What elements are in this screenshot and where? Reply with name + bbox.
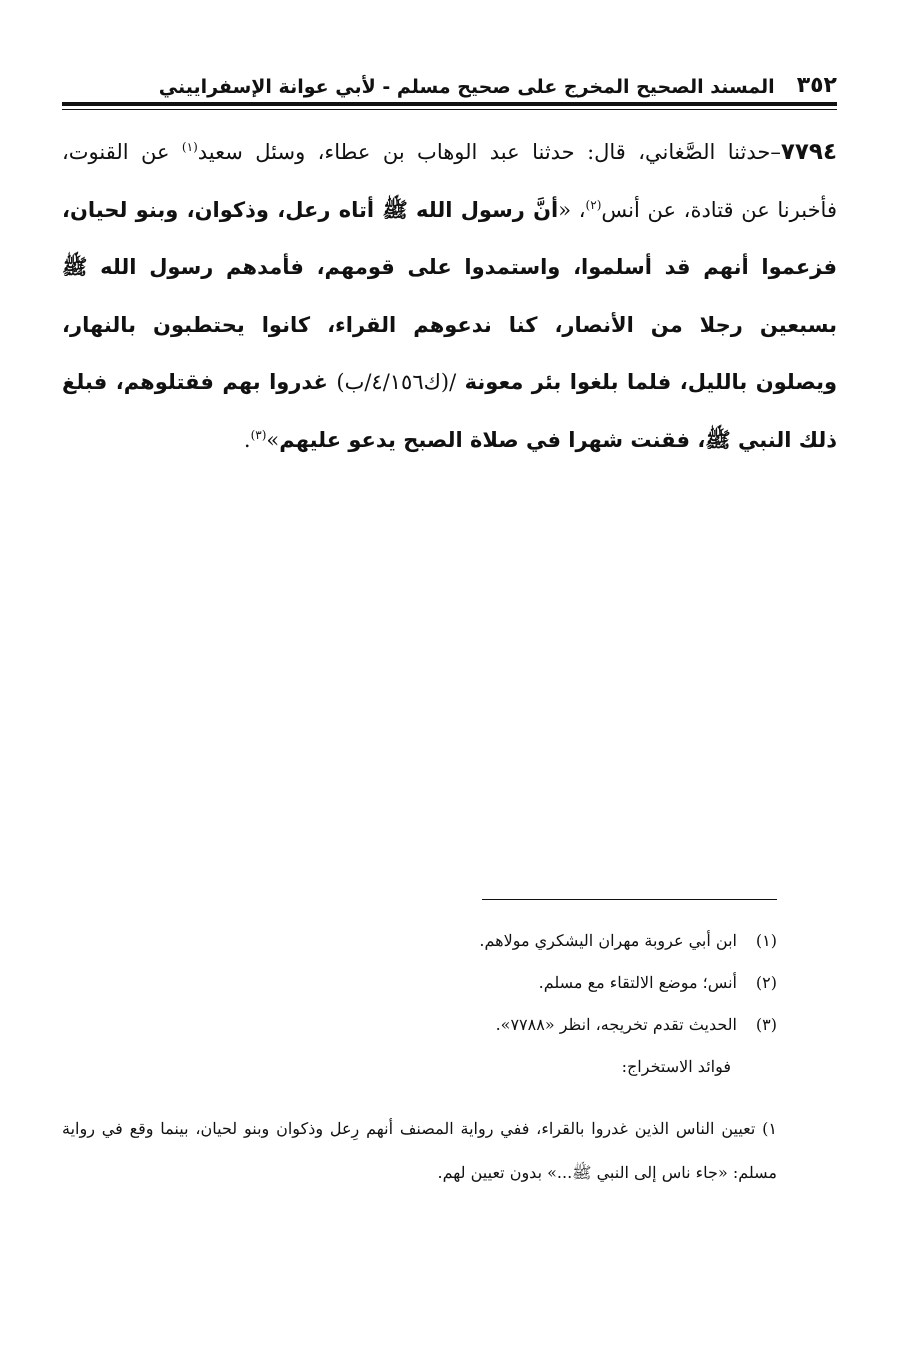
manuscript-reference: /(ك٤/١٥٦/ب) — [336, 370, 457, 394]
running-title: المسند الصحيح المخرج على صحيح مسلم - لأبي عوانة الإسفراييني — [158, 76, 775, 98]
hadith-isnad-1: –حدثنا الصَّغاني، قال: حدثنا عبد الوهاب بن عطاء، وسئل سعيد — [197, 140, 781, 164]
benefits — [62, 1107, 777, 1195]
footnote-2 — [62, 962, 777, 1004]
footnote-ref-3: (٣) — [250, 427, 267, 442]
hadith-number: ٧٧٩٤ — [780, 139, 837, 165]
footnote-mark: (٢) — [755, 973, 777, 992]
hadith-matn-1: أنَّ رسول الله ﷺ أتاه رعل، وذكوان، وبنو لحيان، فزعموا أنهم قد أسلموا، واستمدوا على قومهم، فأمدهم رسول الله ﷺ بسبعين رجلا من الأنصار، كنا ندعوهم القراء، كانوا يحتطبون بالنهار، ويصلون بالليل، فلما بلغوا بئر معونة — [62, 197, 838, 394]
footnote-text: الحديث تقدم تخريجه، انظر «٧٧٨٨». — [495, 1015, 737, 1034]
header-rule-thin — [62, 109, 837, 110]
hadith-end: . — [243, 427, 251, 452]
benefit-item-1: ١) تعيين الناس الذين غدروا بالقراء، ففي رواية المصنف أنهم رِعل وذكوان وبنو لحيان، بينما وقع في رواية مسلم: «جاء ناس إلى النبي ﷺ...» بدون تعيين لهم. — [62, 1119, 777, 1182]
hadith-isnad-2: عن القنوت، فأخبرنا عن قتادة، عن أنس — [62, 140, 837, 222]
footnote-text: أنس؛ موضع الالتقاء مع مسلم. — [538, 973, 737, 992]
footnote-mark: (١) — [755, 931, 777, 950]
footnote-separator — [482, 899, 777, 900]
footnote-text: ابن أبي عروبة مهران اليشكري مولاهم. — [479, 931, 737, 950]
hadith-text — [62, 124, 837, 469]
footnote-3 — [62, 1004, 777, 1046]
footnotes — [62, 920, 777, 1088]
footnote-ref-2: (٢) — [585, 197, 602, 212]
header-rule-thick — [62, 102, 837, 106]
quote-open: ، « — [558, 197, 586, 222]
footnote-1 — [62, 920, 777, 962]
page-header — [62, 64, 837, 98]
footnote-ref-1: (١) — [181, 140, 198, 154]
hadith-matn-2: غدروا بهم فقتلوهم، فبلغ ذلك النبي ﷺ، فقنت شهرا في صلاة الصبح يدعو عليهم — [62, 370, 837, 452]
footnote-mark: (٣) — [755, 1015, 777, 1034]
quote-close: » — [266, 427, 280, 452]
page-number: ٣٥٢ — [796, 73, 837, 98]
benefits-heading: فوائد الاستخراج: — [621, 1057, 731, 1076]
